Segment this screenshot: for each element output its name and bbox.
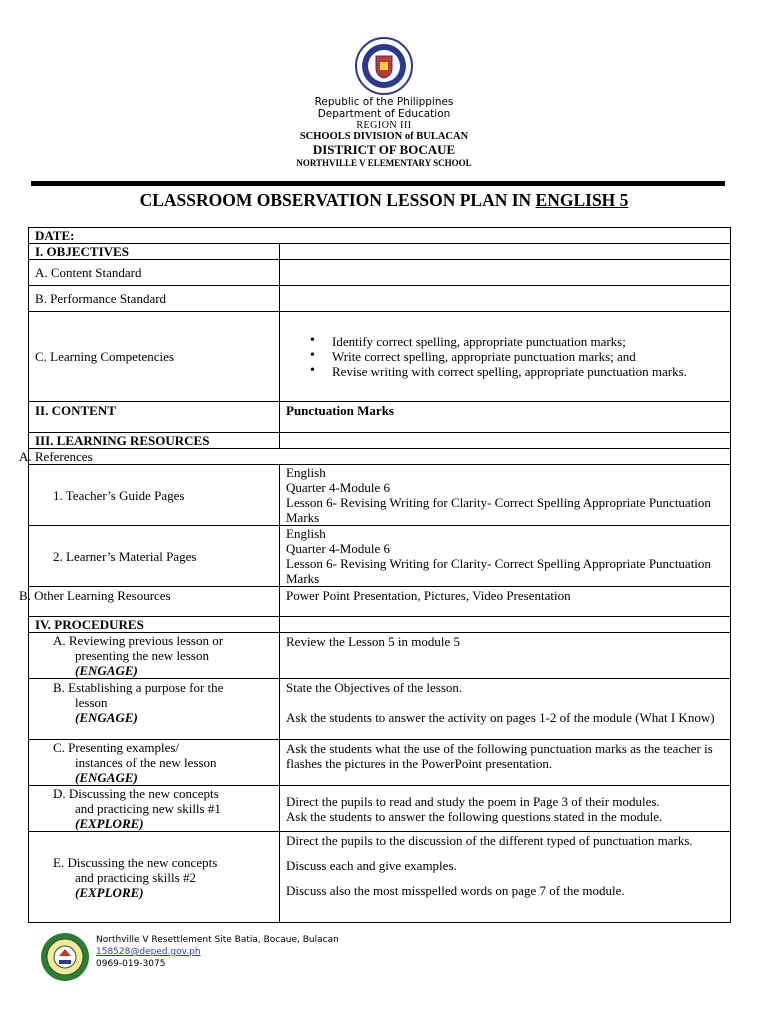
other-resources-value: Power Point Presentation, Pictures, Video Presentation (280, 587, 731, 617)
footer-email-link[interactable]: 158528@deped.gov.ph (96, 947, 201, 957)
district-line: DISTRICT OF BOCAUE (312, 142, 456, 157)
learning-competencies-label: C. Learning Competencies (29, 312, 280, 402)
subject-name: ENGLISH 5 (535, 190, 629, 210)
learners-material-label: 2. Learner’s Material Pages (29, 526, 280, 587)
content-standard-value (280, 260, 731, 286)
footer-contact (96, 934, 416, 970)
table-row (29, 587, 731, 617)
table-row (29, 617, 731, 633)
table-row (29, 402, 731, 433)
school-logo-icon (40, 932, 90, 982)
table-row (29, 465, 731, 526)
table-row (29, 526, 731, 587)
content-value: Punctuation Marks (280, 402, 731, 433)
region-line: REGION III (356, 120, 412, 131)
table-row (29, 433, 731, 449)
teachers-guide-label: 1. Teacher’s Guide Pages (29, 465, 280, 526)
objectives-label: I. OBJECTIVES (29, 244, 280, 260)
table-row (29, 832, 731, 923)
table-row (29, 449, 731, 465)
footer-address: Northville V Resettlement Site Batia, Bocaue, Bulacan (96, 935, 339, 945)
competency-item: • Write correct spelling, appropriate punctuation marks; and (332, 349, 724, 364)
table-row (29, 228, 731, 244)
school-line: NORTHVILLE V ELEMENTARY SCHOOL (296, 158, 472, 168)
header-divider (31, 181, 725, 186)
table-row (29, 286, 731, 312)
references-label: A. References (19, 449, 93, 464)
deped-seal-icon (354, 36, 414, 96)
procedure-e-label: E. Discussing the new concepts and practicing skills #2 (EXPLORE) (29, 832, 280, 923)
performance-standard-value (280, 286, 731, 312)
resources-label: III. LEARNING RESOURCES (29, 433, 280, 449)
department-line: Department of Education (317, 108, 451, 120)
page-title: CLASSROOM OBSERVATION LESSON PLAN IN ENGLISH 5 (139, 190, 629, 210)
footer-phone: 0969-019-3075 (96, 959, 166, 969)
performance-standard-label: B. Performance Standard (29, 286, 280, 312)
table-row (29, 740, 731, 786)
competency-item: • Revise writing with correct spelling, appropriate punctuation marks. (332, 364, 724, 379)
learning-competencies-value (280, 312, 731, 402)
republic-line: Republic of the Philippines (314, 96, 454, 108)
procedure-e-value: Direct the pupils to the discussion of the different typed of punctuation marks. Discuss each and give examples. Discuss also the most misspelled words on page 7 of the module. (280, 832, 731, 923)
procedure-a-label: A. Reviewing previous lesson or presenting the new lesson (ENGAGE) (29, 633, 280, 679)
lesson-plan-table (19, 227, 731, 923)
procedure-d-value: Direct the pupils to read and study the poem in Page 3 of their modules. Ask the students to answer the following questions stated in the module. (280, 786, 731, 832)
procedures-label: IV. PROCEDURES (29, 617, 280, 633)
procedure-a-value: Review the Lesson 5 in module 5 (280, 633, 731, 679)
table-row (29, 312, 731, 402)
procedure-d-label: D. Discussing the new concepts and practicing new skills #1 (EXPLORE) (29, 786, 280, 832)
table-row (29, 679, 731, 740)
learners-material-value: English Quarter 4-Module 6 Lesson 6- Revising Writing for Clarity- Correct Spelling Appropriate Punctuation Marks (280, 526, 731, 587)
content-standard-label: A. Content Standard (29, 260, 280, 286)
procedure-b-value: State the Objectives of the lesson. Ask the students to answer the activity on pages 1-2 of the module (What I Know) (280, 679, 731, 740)
competency-item: • Identify correct spelling, appropriate punctuation marks; (332, 334, 724, 349)
division-line: SCHOOLS DIVISION of BULACAN (299, 131, 469, 142)
other-resources-label: B. Other Learning Resources (19, 588, 171, 603)
procedure-b-label: B. Establishing a purpose for the lesson (ENGAGE) (29, 679, 280, 740)
procedure-c-value: Ask the students what the use of the following punctuation marks as the teacher is flashes the pictures in the PowerPoint presentation. (280, 740, 731, 786)
table-row (29, 786, 731, 832)
teachers-guide-value: English Quarter 4-Module 6 Lesson 6- Revising Writing for Clarity- Correct Spelling Appropriate Punctuation Marks (280, 465, 731, 526)
letterhead (0, 36, 768, 169)
content-label: II. CONTENT (29, 402, 280, 433)
table-row (29, 260, 731, 286)
table-row (29, 633, 731, 679)
date-label: DATE: (29, 228, 731, 244)
objectives-value (280, 244, 731, 260)
table-row (29, 244, 731, 260)
procedure-c-label: C. Presenting examples/ instances of the new lesson (ENGAGE) (29, 740, 280, 786)
